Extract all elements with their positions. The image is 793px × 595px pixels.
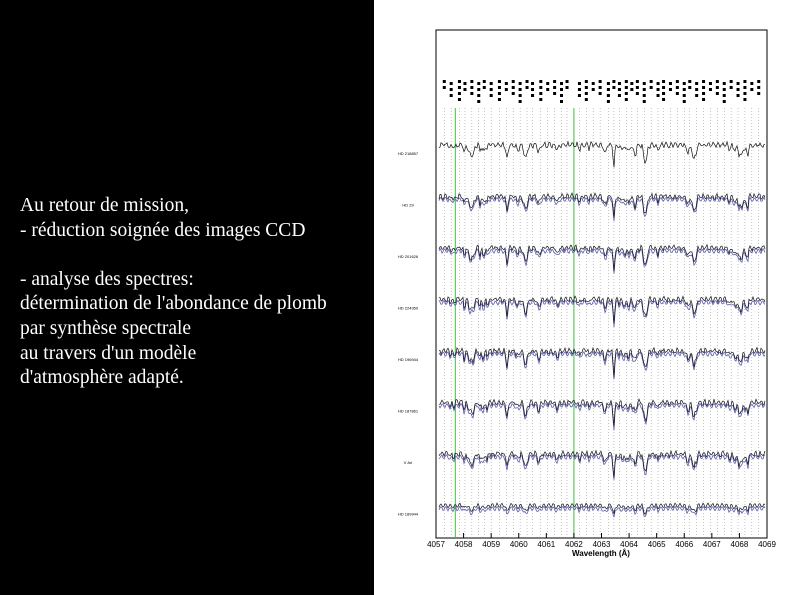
line-id-tick: [505, 88, 508, 91]
line-id-tick: [723, 100, 726, 103]
line-id-tick: [743, 80, 746, 83]
x-tick-label: 4067: [702, 540, 721, 549]
line-id-tick: [519, 82, 522, 85]
line-id-tick: [566, 80, 569, 83]
line-id-tick: [585, 98, 588, 101]
line-id-tick: [560, 82, 563, 85]
line-id-tick: [477, 82, 480, 85]
line-id-tick: [743, 92, 746, 95]
line-id-tick: [546, 82, 549, 85]
line-id-tick: [702, 80, 705, 83]
line-id-tick: [737, 82, 740, 85]
line-id-tick: [450, 82, 453, 85]
line-id-tick: [650, 80, 653, 83]
line-id-tick: [757, 92, 760, 95]
line-id-tick: [607, 82, 610, 85]
line-id-tick: [553, 80, 556, 83]
line-id-tick: [531, 82, 534, 85]
line-id-tick: [560, 88, 563, 91]
line-id-tick: [560, 100, 563, 103]
x-tick-label: 4058: [454, 540, 473, 549]
line-id-tick: [625, 80, 628, 83]
line-id-tick: [695, 94, 698, 97]
star-labels: [398, 151, 419, 517]
line-id-tick: [443, 80, 446, 83]
slide-text-panel: [0, 0, 374, 595]
line-id-tick: [695, 82, 698, 85]
x-tick-label: 4068: [730, 540, 749, 549]
line-id-tick: [483, 86, 486, 89]
line-id-tick: [743, 86, 746, 89]
star-label: HD 187861: [397, 408, 419, 414]
line-id-markers: [443, 80, 760, 538]
line-id-tick: [643, 88, 646, 91]
line-id-tick: [750, 88, 753, 91]
line-id-tick: [730, 86, 733, 89]
line-id-tick: [630, 88, 633, 91]
line-id-tick: [657, 82, 660, 85]
line-id-tick: [695, 88, 698, 91]
line-id-tick: [458, 80, 461, 83]
line-id-tick: [578, 94, 581, 97]
line-id-tick: [757, 80, 760, 83]
line-id-tick: [585, 80, 588, 83]
line-id-tick: [723, 88, 726, 91]
line-id-tick: [669, 82, 672, 85]
line-id-tick: [490, 94, 493, 97]
slide-body-text: Au retour de mission, - réduction soignée des images CCD - analyse des spectres: détermination de l'abondance de plomb par synthèse spectrale au travers d'un modèle d'atmosphère adapté.: [20, 195, 327, 389]
line-id-tick: [526, 80, 529, 83]
line-id-tick: [470, 80, 473, 83]
line-id-tick: [662, 80, 665, 83]
synthetic-spectrum: [439, 197, 765, 221]
x-tick-label: 4060: [509, 540, 528, 549]
observed-spectrum: [439, 451, 765, 478]
x-tick-label: 4063: [592, 540, 611, 549]
line-id-tick: [723, 94, 726, 97]
line-id-tick: [599, 86, 602, 89]
line-id-tick: [578, 82, 581, 85]
line-id-tick: [618, 88, 621, 91]
observed-spectrum: [439, 296, 765, 323]
observed-spectrum: [439, 142, 765, 168]
line-id-tick: [539, 86, 542, 89]
line-id-tick: [578, 88, 581, 91]
x-axis-title: Wavelength (Å): [572, 549, 630, 558]
spectra-group: [439, 142, 765, 518]
x-tick-label: 4059: [482, 540, 501, 549]
line-id-tick: [483, 80, 486, 83]
line-id-tick: [607, 88, 610, 91]
line-id-tick: [539, 98, 542, 101]
line-id-tick: [531, 88, 534, 91]
line-id-tick: [498, 92, 501, 95]
line-id-tick: [702, 86, 705, 89]
line-id-tick: [737, 88, 740, 91]
line-id-tick: [636, 86, 639, 89]
line-id-tick: [643, 100, 646, 103]
line-id-tick: [607, 100, 610, 103]
line-id-tick: [450, 88, 453, 91]
star-label: HD 29: [402, 202, 414, 208]
synthetic-spectrum: [439, 506, 765, 517]
marker-lines: [455, 108, 574, 538]
line-id-tick: [512, 86, 515, 89]
line-id-tick: [566, 86, 569, 89]
line-id-tick: [519, 88, 522, 91]
line-id-tick: [643, 82, 646, 85]
observed-spectrum: [439, 193, 765, 217]
line-id-tick: [531, 94, 534, 97]
line-id-tick: [676, 80, 679, 83]
line-id-tick: [599, 92, 602, 95]
line-id-tick: [688, 86, 691, 89]
line-id-tick: [676, 92, 679, 95]
line-id-tick: [625, 92, 628, 95]
line-id-tick: [553, 86, 556, 89]
line-id-tick: [743, 98, 746, 101]
line-id-tick: [592, 82, 595, 85]
line-id-tick: [757, 86, 760, 89]
star-label: HD 196944: [397, 357, 419, 362]
line-id-tick: [505, 82, 508, 85]
line-id-tick: [599, 80, 602, 83]
line-id-tick: [636, 92, 639, 95]
synthetic-spectrum: [439, 249, 765, 274]
line-id-tick: [669, 88, 672, 91]
line-id-tick: [662, 86, 665, 89]
line-id-tick: [519, 100, 522, 103]
line-id-tick: [716, 92, 719, 95]
star-label: HD 189944: [397, 511, 419, 517]
line-id-tick: [477, 94, 480, 97]
x-tick-label: 4062: [565, 540, 583, 549]
line-id-tick: [585, 86, 588, 89]
line-id-tick: [539, 92, 542, 95]
line-id-tick: [702, 92, 705, 95]
line-id-tick: [498, 86, 501, 89]
line-id-tick: [512, 92, 515, 95]
line-id-tick: [716, 86, 719, 89]
line-id-tick: [458, 86, 461, 89]
line-id-tick: [625, 98, 628, 101]
x-tick-label: 4066: [675, 540, 694, 549]
line-id-tick: [650, 86, 653, 89]
line-id-tick: [683, 100, 686, 103]
x-tick-label: 4069: [758, 540, 776, 549]
line-id-tick: [737, 94, 740, 97]
line-id-tick: [546, 88, 549, 91]
line-id-tick: [709, 88, 712, 91]
synthetic-spectrum: [439, 352, 765, 380]
star-label: HD 201626: [397, 254, 419, 259]
star-label: HD 218857: [397, 151, 419, 156]
line-id-tick: [676, 86, 679, 89]
line-id-tick: [458, 98, 461, 101]
line-id-tick: [662, 98, 665, 101]
x-tick-label: 4064: [620, 540, 638, 549]
line-id-tick: [526, 86, 529, 89]
observed-spectrum: [439, 399, 765, 426]
line-id-tick: [723, 82, 726, 85]
line-id-tick: [450, 94, 453, 97]
x-axis-ticks: [427, 533, 776, 549]
line-id-tick: [477, 88, 480, 91]
line-id-tick: [477, 100, 480, 103]
line-id-tick: [702, 98, 705, 101]
line-id-tick: [553, 92, 556, 95]
x-tick-label: 4057: [427, 540, 445, 549]
line-id-tick: [498, 98, 501, 101]
line-id-tick: [519, 94, 522, 97]
line-id-tick: [612, 86, 615, 89]
line-id-tick: [463, 88, 466, 91]
synthetic-spectrum: [439, 455, 765, 480]
line-id-tick: [730, 80, 733, 83]
line-id-tick: [470, 92, 473, 95]
line-id-tick: [470, 86, 473, 89]
line-id-tick: [512, 80, 515, 83]
line-id-tick: [443, 86, 446, 89]
line-id-tick: [607, 94, 610, 97]
line-id-tick: [716, 80, 719, 83]
line-id-tick: [657, 88, 660, 91]
x-tick-label: 4061: [537, 540, 556, 549]
line-id-tick: [618, 82, 621, 85]
line-id-tick: [709, 82, 712, 85]
spectra-figure: [374, 0, 793, 595]
x-tick-label: 4065: [647, 540, 666, 549]
line-id-tick: [490, 88, 493, 91]
line-id-tick: [625, 86, 628, 89]
line-id-tick: [750, 82, 753, 85]
line-id-tick: [630, 82, 633, 85]
line-id-tick: [585, 92, 588, 95]
star-label: HD 224959: [397, 305, 419, 311]
line-id-tick: [636, 80, 639, 83]
star-label: V Ari: [403, 460, 413, 465]
line-id-tick: [618, 94, 621, 97]
line-id-tick: [490, 82, 493, 85]
line-id-tick: [683, 88, 686, 91]
line-id-tick: [683, 82, 686, 85]
line-id-tick: [560, 94, 563, 97]
line-id-tick: [657, 94, 660, 97]
line-id-tick: [612, 80, 615, 83]
line-id-tick: [662, 92, 665, 95]
spectra-chart: [374, 0, 793, 595]
line-id-tick: [498, 80, 501, 83]
line-id-tick: [539, 80, 542, 83]
line-id-tick: [463, 82, 466, 85]
line-id-tick: [592, 88, 595, 91]
plot-frame: [436, 30, 767, 538]
line-id-tick: [688, 80, 691, 83]
line-id-tick: [458, 92, 461, 95]
line-id-tick: [683, 94, 686, 97]
line-id-tick: [643, 94, 646, 97]
